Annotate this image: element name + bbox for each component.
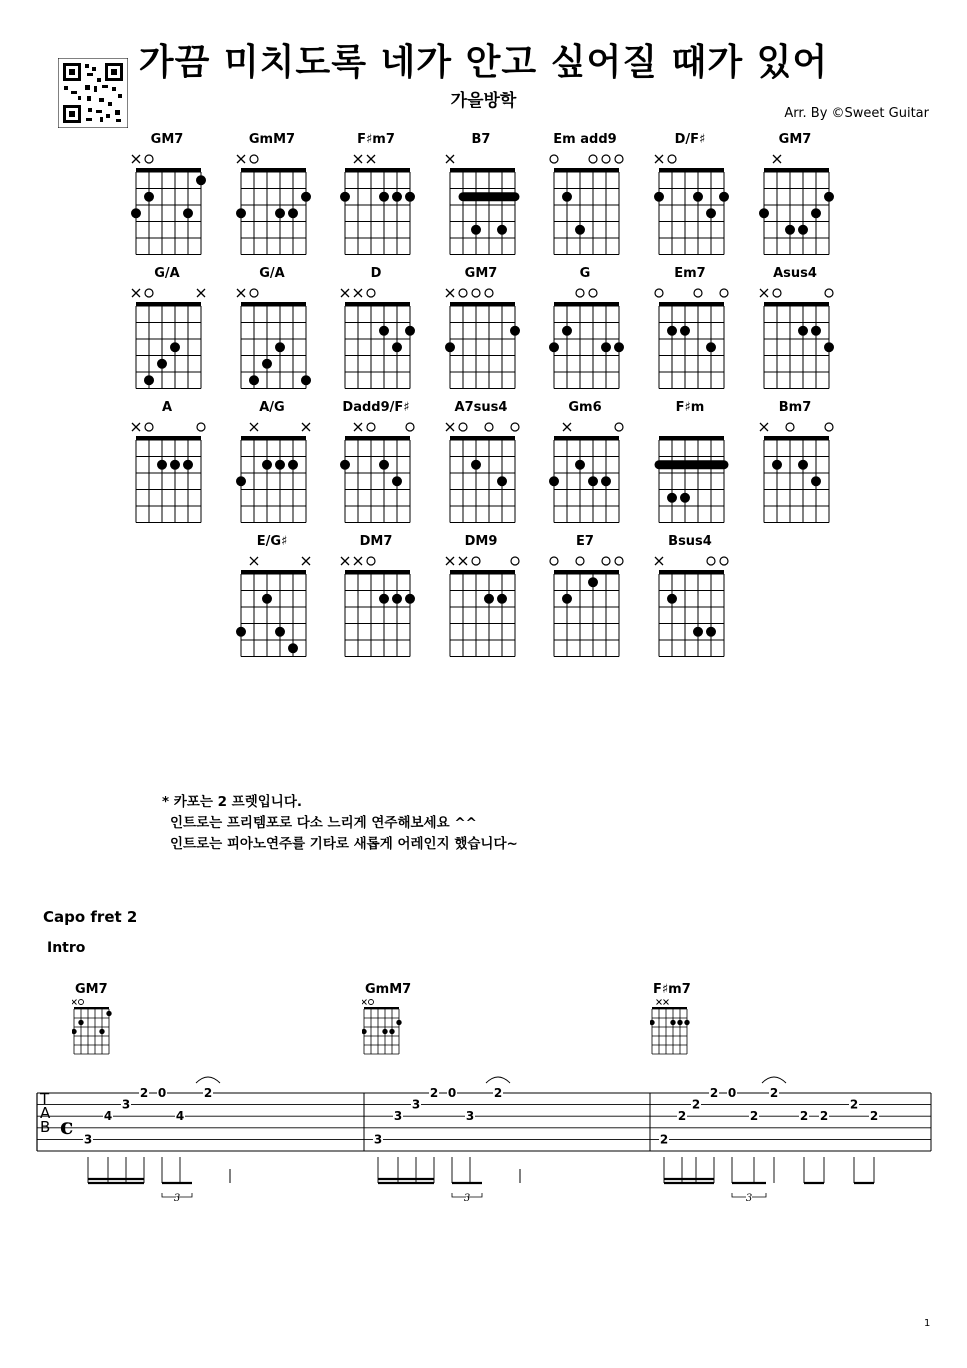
finger-dot: [445, 342, 455, 352]
open-string-marker: [576, 557, 584, 565]
fretboard-grid: [122, 414, 212, 524]
fretboard-grid: [436, 414, 526, 524]
open-string-marker: [825, 289, 833, 297]
muted-string-marker: [773, 155, 781, 163]
chord-name: G/A: [259, 266, 285, 281]
tab-note: 3: [465, 1109, 475, 1124]
tab-note: 2: [677, 1109, 687, 1124]
open-string-marker: [720, 289, 728, 297]
triplet-mark: 3: [745, 1193, 753, 1204]
fretboard-grid: [540, 280, 630, 390]
finger-dot: [798, 460, 808, 470]
open-string-marker: [485, 289, 493, 297]
tab-note: 2: [749, 1109, 759, 1124]
finger-dot: [588, 476, 598, 486]
finger-dot: [497, 225, 507, 235]
open-string-marker: [472, 557, 480, 565]
finger-dot: [183, 460, 193, 470]
finger-dot: [170, 460, 180, 470]
chord-name: E7: [576, 534, 594, 549]
fretboard-grid: [331, 146, 421, 256]
chord-name: GM7: [464, 266, 498, 281]
finger-dot: [288, 643, 298, 653]
finger-dot: [249, 375, 259, 385]
open-string-marker: [511, 423, 519, 431]
open-string-marker: [602, 155, 610, 163]
tab-note: 3: [121, 1097, 131, 1112]
finger-dot: [562, 594, 572, 604]
triplet-mark: 3: [173, 1193, 181, 1204]
fretboard-grid: [540, 146, 630, 256]
fretboard-grid: [331, 280, 421, 390]
muted-string-marker: [446, 155, 454, 163]
triplet-mark: 3: [463, 1193, 471, 1204]
finger-dot: [562, 326, 572, 336]
song-title: 가끔 미치도록 네가 안고 싶어질 때가 있어: [138, 42, 829, 83]
chord-name: GM7: [778, 132, 812, 147]
tab-note: 0: [447, 1086, 457, 1100]
tab-note: 2: [769, 1086, 779, 1100]
finger-dot: [275, 342, 285, 352]
finger-dot: [667, 493, 677, 503]
tab-note: 3: [373, 1132, 383, 1147]
finger-dot: [549, 476, 559, 486]
finger-dot: [497, 476, 507, 486]
chord-name: Bm7: [778, 400, 812, 415]
fretboard-grid: [227, 146, 317, 256]
finger-dot: [654, 192, 664, 202]
finger-dot: [262, 359, 272, 369]
finger-dot: [575, 460, 585, 470]
muted-string-marker: [132, 289, 140, 297]
mini-fretboard: [72, 996, 132, 1076]
finger-dot: [131, 208, 141, 218]
muted-string-marker: [446, 289, 454, 297]
tab-staff: [0, 1065, 967, 1295]
time-signature: c: [60, 1113, 74, 1140]
finger-dot: [392, 594, 402, 604]
tab-note: 0: [727, 1086, 737, 1100]
muted-string-marker: [563, 423, 571, 431]
fretboard-grid: [436, 146, 526, 256]
chord-name: Asus4: [773, 266, 817, 281]
chord-name: DM9: [464, 534, 498, 549]
finger-dot: [798, 326, 808, 336]
muted-string-marker: [197, 289, 205, 297]
open-string-marker: [145, 155, 153, 163]
muted-string-marker: [760, 423, 768, 431]
open-string-marker: [615, 423, 623, 431]
open-string-marker: [250, 155, 258, 163]
finger-dot: [562, 192, 572, 202]
finger-dot: [183, 208, 193, 218]
finger-dot: [471, 225, 481, 235]
muted-string-marker: [655, 557, 663, 565]
tab-note: 2: [819, 1109, 829, 1124]
fretboard-grid: [645, 280, 735, 390]
finger-dot: [301, 375, 311, 385]
fretboard-grid: [331, 414, 421, 524]
fretboard-grid: [645, 146, 735, 256]
muted-string-marker: [302, 423, 310, 431]
finger-dot: [484, 594, 494, 604]
tab-note: 2: [709, 1086, 719, 1100]
muted-string-marker: [354, 557, 362, 565]
fretboard-grid: [436, 280, 526, 390]
fretboard-grid: [227, 280, 317, 390]
open-string-marker: [707, 557, 715, 565]
fretboard-grid: [645, 414, 735, 524]
muted-string-marker: [302, 557, 310, 565]
finger-dot: [601, 476, 611, 486]
tab-note: 3: [393, 1109, 403, 1124]
tab-note: 2: [849, 1097, 859, 1112]
finger-dot: [340, 192, 350, 202]
finger-dot: [824, 342, 834, 352]
finger-dot: [262, 460, 272, 470]
fretboard-grid: [750, 146, 840, 256]
performance-notes: [162, 792, 518, 855]
finger-dot: [798, 225, 808, 235]
open-string-marker: [589, 155, 597, 163]
tab-clef-b: B: [40, 1118, 51, 1136]
finger-dot: [706, 208, 716, 218]
muted-string-marker: [459, 557, 467, 565]
finger-dot: [497, 594, 507, 604]
muted-string-marker: [354, 423, 362, 431]
finger-dot: [811, 208, 821, 218]
muted-string-marker: [655, 155, 663, 163]
muted-string-marker: [341, 557, 349, 565]
finger-dot: [301, 192, 311, 202]
finger-dot: [588, 577, 598, 587]
open-string-marker: [367, 423, 375, 431]
finger-dot: [693, 627, 703, 637]
finger-dot: [510, 326, 520, 336]
finger-dot: [811, 326, 821, 336]
finger-dot: [379, 594, 389, 604]
tab-clef-t: T: [40, 1090, 50, 1108]
mini-fretboard: [650, 996, 710, 1076]
tab-note: 4: [103, 1109, 113, 1124]
capo-label: Capo fret 2: [43, 908, 138, 926]
tab-note: 2: [691, 1097, 701, 1112]
finger-dot: [170, 342, 180, 352]
muted-string-marker: [760, 289, 768, 297]
finger-dot: [275, 208, 285, 218]
muted-string-marker: [132, 155, 140, 163]
fretboard-grid: [750, 280, 840, 390]
mini-chord-name: GM7: [75, 982, 108, 997]
chord-name: G: [579, 266, 591, 281]
tab-note: 2: [139, 1086, 149, 1100]
muted-string-marker: [341, 289, 349, 297]
chord-name: D/F♯: [674, 132, 706, 147]
finger-dot: [275, 627, 285, 637]
finger-dot: [275, 460, 285, 470]
muted-string-marker: [132, 423, 140, 431]
finger-dot: [236, 476, 246, 486]
open-string-marker: [773, 289, 781, 297]
finger-dot: [405, 326, 415, 336]
finger-dot: [759, 208, 769, 218]
chord-name: A/G: [259, 400, 285, 415]
finger-dot: [772, 460, 782, 470]
finger-dot: [667, 326, 677, 336]
artist-name: 가을방학: [450, 91, 517, 111]
open-string-marker: [367, 557, 375, 565]
open-string-marker: [550, 557, 558, 565]
open-string-marker: [615, 155, 623, 163]
finger-dot: [680, 326, 690, 336]
open-string-marker: [602, 557, 610, 565]
finger-dot: [379, 326, 389, 336]
finger-dot: [144, 192, 154, 202]
tab-note: 2: [203, 1086, 213, 1100]
muted-string-marker: [237, 155, 245, 163]
finger-dot: [392, 192, 402, 202]
chord-name: Gm6: [568, 400, 602, 415]
finger-dot: [288, 208, 298, 218]
mini-chord-name: GmM7: [365, 982, 412, 997]
open-string-marker: [589, 289, 597, 297]
chord-name: Em add9: [553, 132, 617, 147]
finger-dot: [706, 627, 716, 637]
fretboard-grid: [750, 414, 840, 524]
open-string-marker: [550, 155, 558, 163]
muted-string-marker: [354, 289, 362, 297]
finger-dot: [680, 493, 690, 503]
finger-dot: [157, 460, 167, 470]
chord-name: GmM7: [248, 132, 296, 147]
finger-dot: [614, 342, 624, 352]
finger-dot: [667, 594, 677, 604]
page-number: 1: [924, 1318, 931, 1329]
tab-note: 2: [493, 1086, 503, 1100]
finger-dot: [575, 225, 585, 235]
finger-dot: [471, 460, 481, 470]
chord-name: A7sus4: [454, 400, 508, 415]
muted-string-marker: [354, 155, 362, 163]
finger-dot: [601, 342, 611, 352]
tab-note: 0: [157, 1086, 167, 1100]
chord-name: Bsus4: [668, 534, 712, 549]
open-string-marker: [485, 423, 493, 431]
chord-name: G/A: [154, 266, 180, 281]
chord-name: B7: [471, 132, 491, 147]
finger-dot: [693, 192, 703, 202]
fretboard-grid: [436, 548, 526, 658]
open-string-marker: [786, 423, 794, 431]
finger-dot: [405, 594, 415, 604]
tab-note: 3: [411, 1097, 421, 1112]
open-string-marker: [406, 423, 414, 431]
open-string-marker: [459, 423, 467, 431]
finger-dot: [340, 460, 350, 470]
tab-note: 2: [429, 1086, 439, 1100]
finger-dot: [392, 342, 402, 352]
finger-dot: [824, 192, 834, 202]
finger-dot: [785, 225, 795, 235]
chord-name: D: [370, 266, 382, 281]
open-string-marker: [720, 557, 728, 565]
finger-dot: [144, 375, 154, 385]
muted-string-marker: [446, 423, 454, 431]
muted-string-marker: [250, 557, 258, 565]
finger-dot: [706, 342, 716, 352]
fretboard-grid: [645, 548, 735, 658]
fretboard-grid: [227, 548, 317, 658]
tab-note: 2: [799, 1109, 809, 1124]
finger-dot: [262, 594, 272, 604]
mini-fretboard: [362, 996, 422, 1076]
chord-name: E/G♯: [256, 534, 288, 549]
finger-dot: [392, 476, 402, 486]
open-string-marker: [459, 289, 467, 297]
open-string-marker: [367, 289, 375, 297]
fretboard-grid: [122, 146, 212, 256]
open-string-marker: [511, 557, 519, 565]
arranger-credit: Arr. By ©Sweet Guitar: [784, 106, 929, 121]
note-line: 인트로는 피아노연주를 기타로 새롭게 어레인지 했습니다~: [170, 836, 518, 852]
open-string-marker: [615, 557, 623, 565]
open-string-marker: [668, 155, 676, 163]
open-string-marker: [694, 289, 702, 297]
open-string-marker: [250, 289, 258, 297]
note-line: * 카포는 2 프렛입니다.: [162, 794, 303, 810]
finger-dot: [196, 175, 206, 185]
finger-dot: [379, 192, 389, 202]
open-string-marker: [145, 289, 153, 297]
chord-name: F♯m7: [357, 132, 395, 147]
open-string-marker: [145, 423, 153, 431]
tab-note: 3: [83, 1132, 93, 1147]
chord-name: DM7: [359, 534, 393, 549]
finger-dot: [811, 476, 821, 486]
finger-dot: [288, 460, 298, 470]
tab-note: 4: [175, 1109, 185, 1124]
finger-dot: [236, 208, 246, 218]
chord-name: Em7: [674, 266, 706, 281]
tab-note: 2: [869, 1109, 879, 1124]
tab-clef-a: A: [40, 1104, 51, 1122]
fretboard-grid: [227, 414, 317, 524]
mini-chord-name: F♯m7: [653, 982, 691, 997]
chord-name: F♯m: [675, 400, 705, 415]
finger-dot: [405, 192, 415, 202]
open-string-marker: [655, 289, 663, 297]
finger-dot: [157, 359, 167, 369]
fretboard-grid: [540, 414, 630, 524]
open-string-marker: [825, 423, 833, 431]
fretboard-grid: [540, 548, 630, 658]
muted-string-marker: [367, 155, 375, 163]
fretboard-grid: [122, 280, 212, 390]
open-string-marker: [576, 289, 584, 297]
note-line: 인트로는 프리템포로 다소 느리게 연주해보세요 ^^: [170, 815, 477, 831]
chord-name: Dadd9/F♯: [342, 400, 410, 415]
finger-dot: [719, 192, 729, 202]
section-label: Intro: [47, 940, 86, 956]
open-string-marker: [472, 289, 480, 297]
open-string-marker: [197, 423, 205, 431]
muted-string-marker: [250, 423, 258, 431]
fretboard-grid: [331, 548, 421, 658]
chord-name: A: [161, 400, 173, 415]
finger-dot: [236, 627, 246, 637]
finger-dot: [549, 342, 559, 352]
muted-string-marker: [237, 289, 245, 297]
chord-name: GM7: [150, 132, 184, 147]
muted-string-marker: [446, 557, 454, 565]
tab-note: 2: [659, 1132, 669, 1147]
finger-dot: [379, 460, 389, 470]
